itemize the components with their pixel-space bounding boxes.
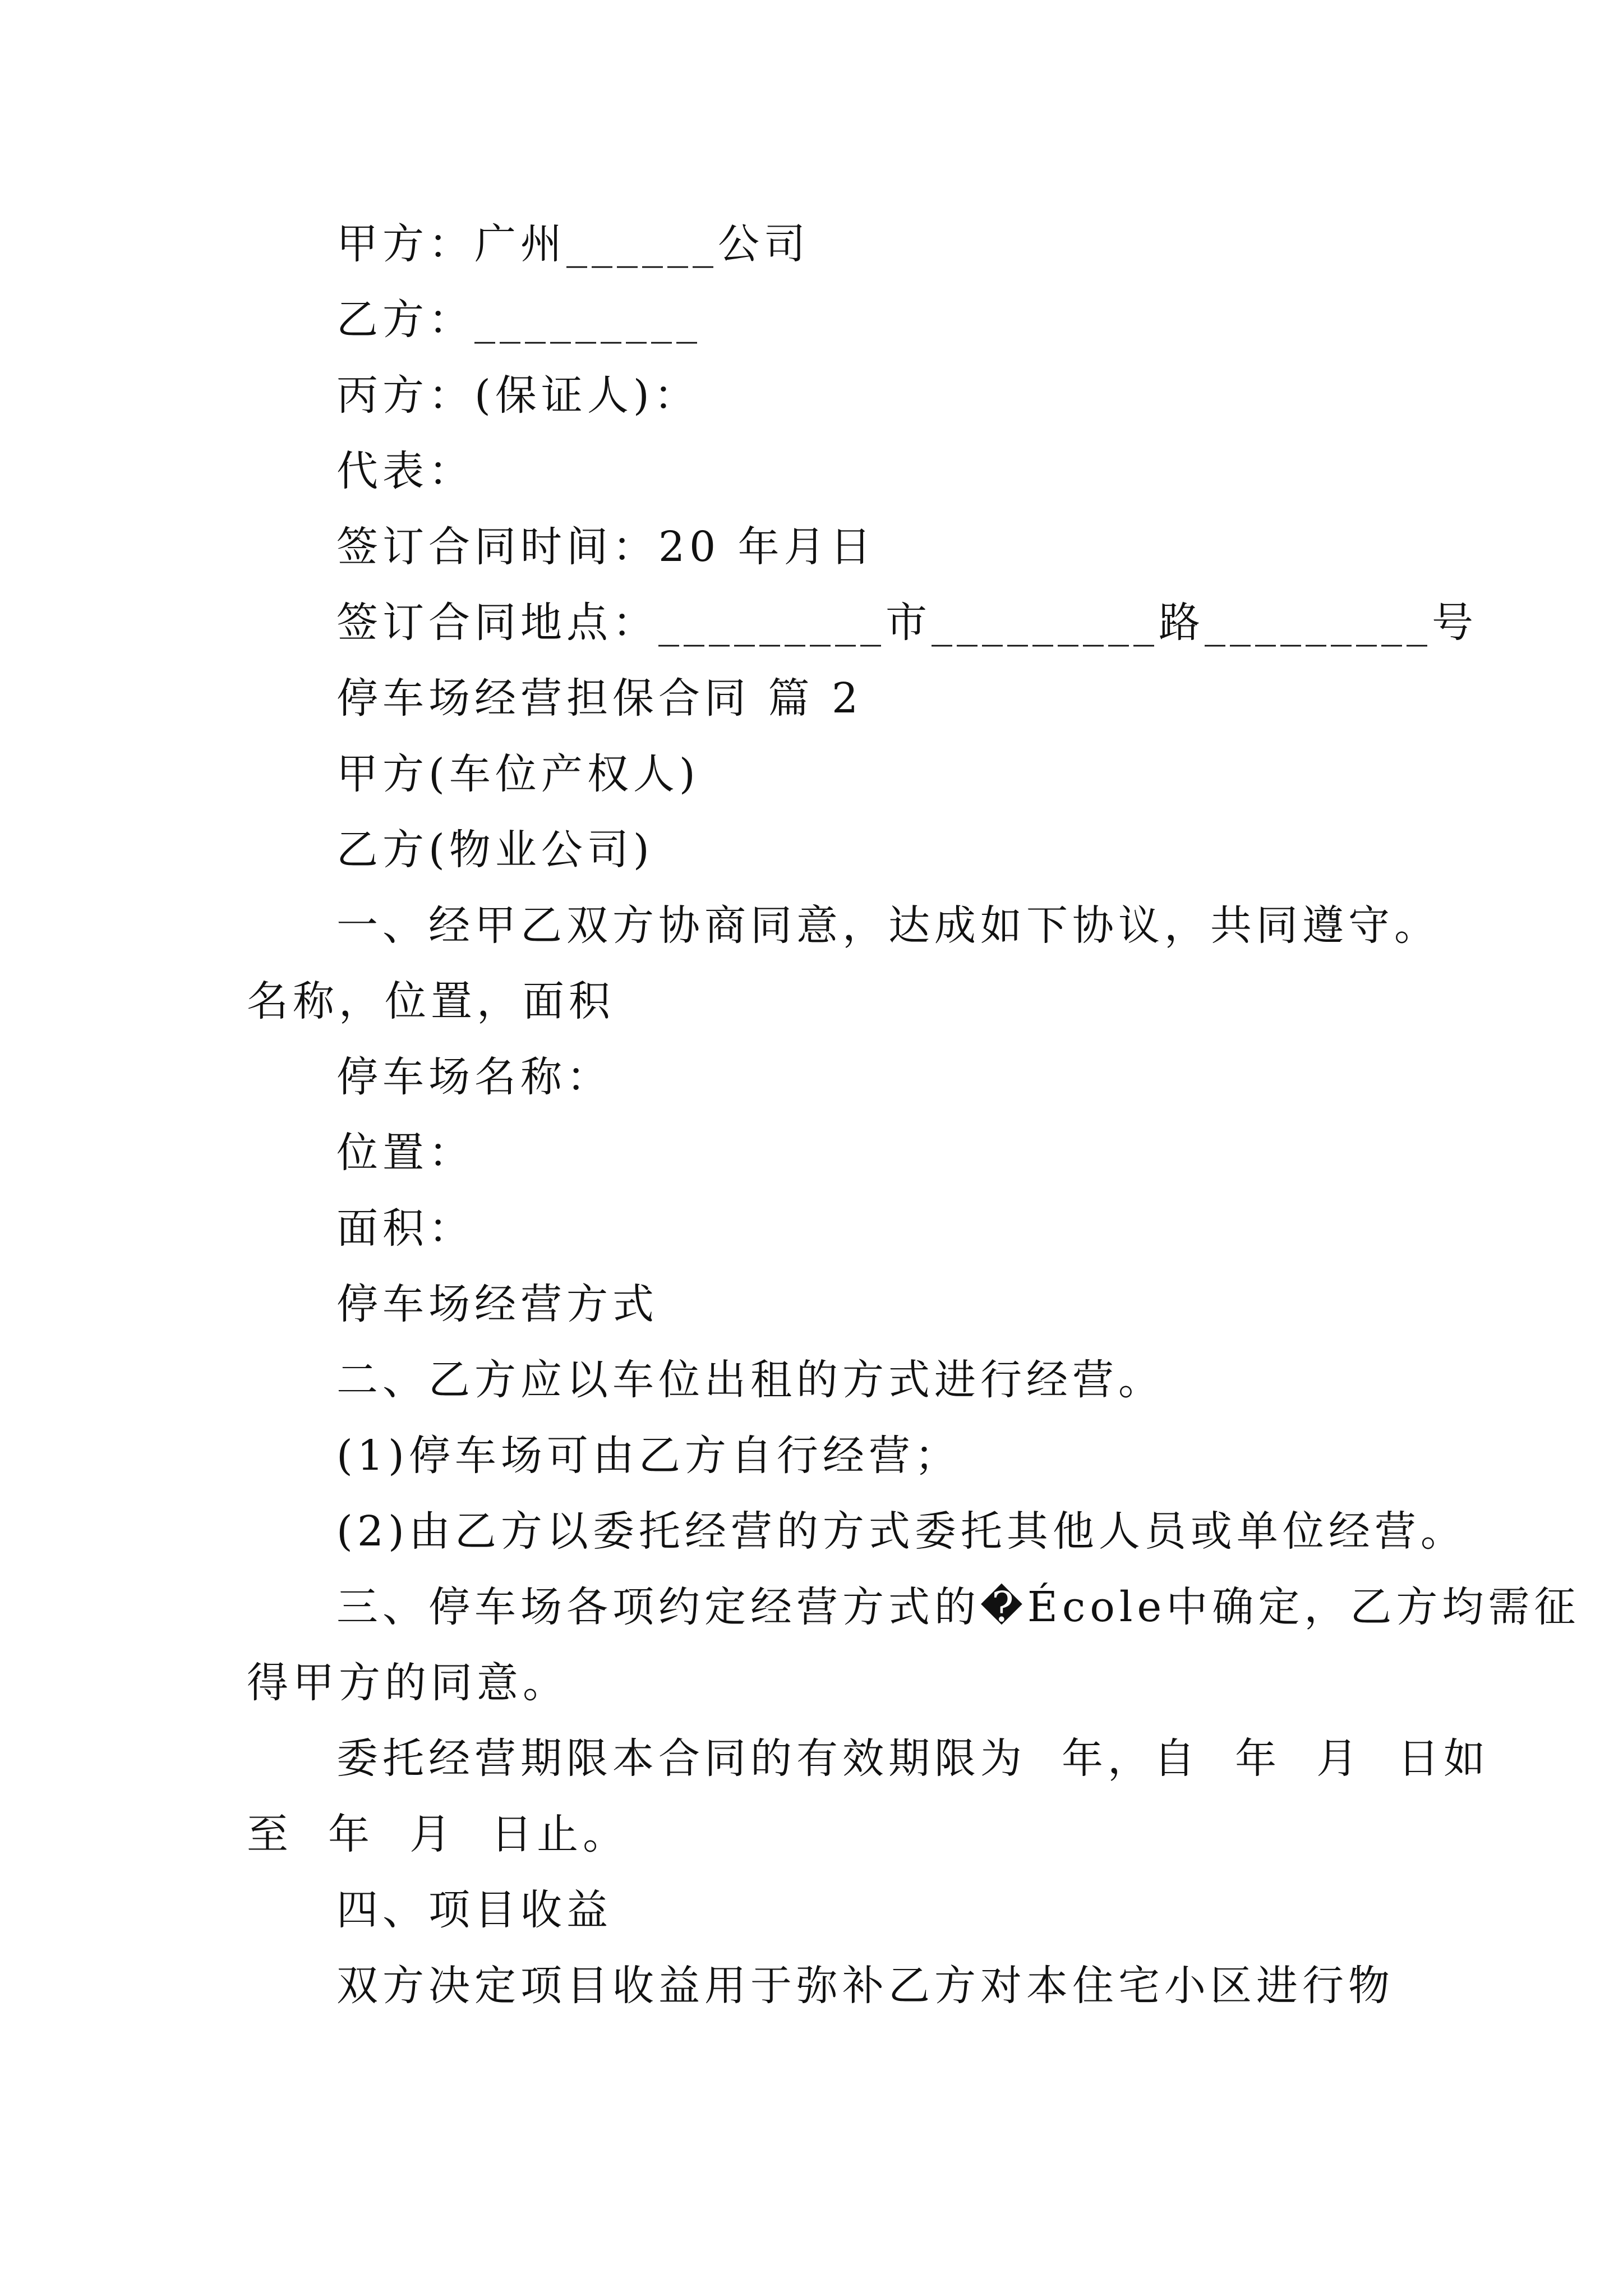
clause-3-continuation: 得甲方的同意。	[247, 1659, 569, 1707]
representative-line: 代表：	[336, 447, 474, 495]
clause-3-line: 三、停车场各项约定经营方式的�École中确定，乙方均需征	[336, 1583, 1580, 1631]
section-title: 停车场经营担保合同 篇 2	[336, 674, 863, 723]
area-line: 面积：	[336, 1204, 474, 1253]
term-line: 委托经营期限本合同的有效期限为 年，自 年 月 日如	[336, 1734, 1490, 1783]
party-c-line: 丙方：(保证人)：	[336, 371, 700, 420]
term-continuation: 至 年 月 日止。	[247, 1810, 629, 1858]
clause-2-line: 二、乙方应以车位出租的方式进行经营。	[336, 1356, 1164, 1404]
clause-2-item-2: (2)由乙方以委托经营的方式委托其他人员或单位经营。	[336, 1507, 1467, 1556]
clause-4-text: 双方决定项目收益用于弥补乙方对本住宅小区进行物	[336, 1962, 1394, 2010]
clause-2-item-1: (1)停车场可由乙方自行经营；	[336, 1432, 961, 1480]
operation-mode-heading: 停车场经营方式	[336, 1280, 658, 1328]
party-b-line: 乙方：_________	[336, 296, 702, 344]
party-b-company-line: 乙方(物业公司)	[336, 826, 654, 874]
clause-4-heading: 四、项目收益	[336, 1886, 612, 1934]
party-a-line: 甲方：广州______公司	[336, 220, 810, 268]
clause-1-continuation: 名称，位置，面积	[247, 977, 615, 1025]
party-a-owner-line: 甲方(车位产权人)	[336, 750, 700, 798]
signing-place-line: 签订合同地点：_________市_________路_________号	[336, 599, 1478, 647]
clause-1-line: 一、经甲乙双方协商同意，达成如下协议，共同遵守。	[336, 901, 1440, 950]
location-line: 位置：	[336, 1129, 474, 1177]
parking-name-line: 停车场名称：	[336, 1053, 612, 1101]
signing-date-line: 签订合同时间：20 年月日	[336, 523, 876, 571]
